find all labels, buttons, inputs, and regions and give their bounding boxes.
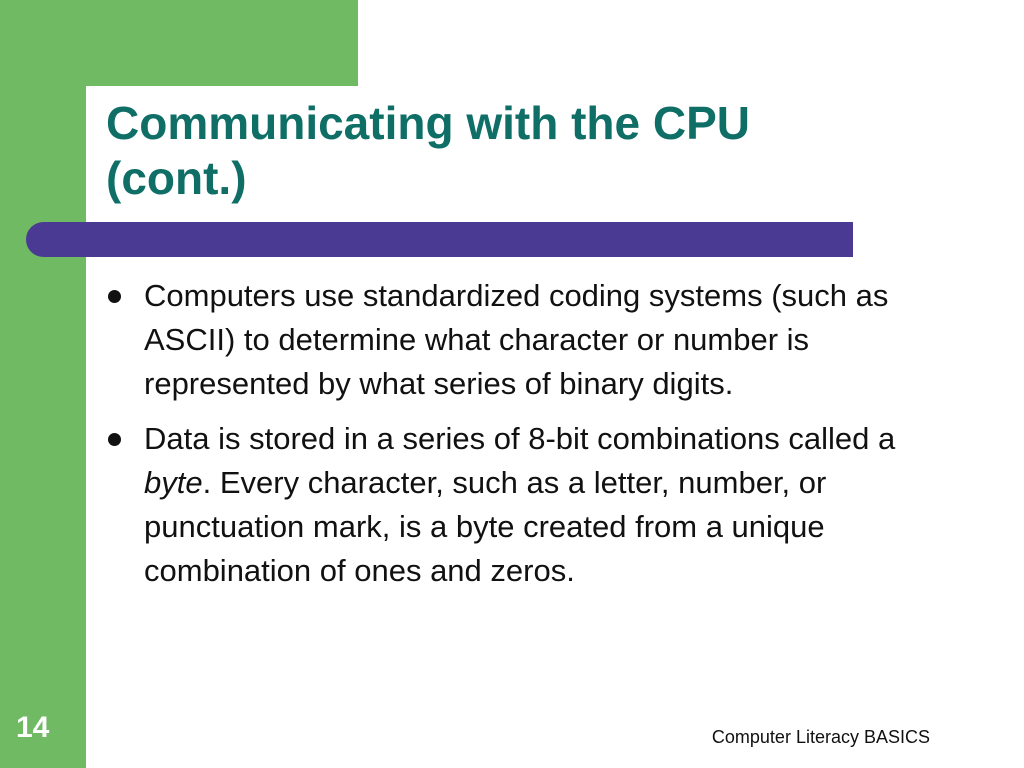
bullet-text: Computers use standardized coding systems (such as ASCII) to determine what character or number is represented by what series of binary digits. [144, 278, 889, 401]
bullet-text-before: Data is stored in a series of 8-bit combinations called a [144, 421, 896, 456]
left-green-band [0, 0, 86, 768]
slide-number: 14 [16, 711, 50, 744]
bullet-item-1 [106, 274, 946, 406]
bullet-text-after: . Every character, such as a letter, number, or punctuation mark, is a byte created from a unique combination of ones and zeros. [144, 465, 827, 588]
title-line-1: Communicating with the CPU [106, 97, 750, 149]
top-green-band [0, 0, 358, 86]
bullet-dot-icon [108, 290, 121, 303]
slide-title [106, 96, 966, 206]
title-line-2: (cont.) [106, 152, 247, 204]
bullet-dot-icon [108, 433, 121, 446]
bullet-item-2 [106, 417, 946, 593]
footer-text: Computer Literacy BASICS [711, 727, 930, 747]
title-underline-bar [26, 222, 853, 257]
bullet-italic-term: byte [144, 465, 203, 500]
bullet-list [106, 274, 946, 604]
